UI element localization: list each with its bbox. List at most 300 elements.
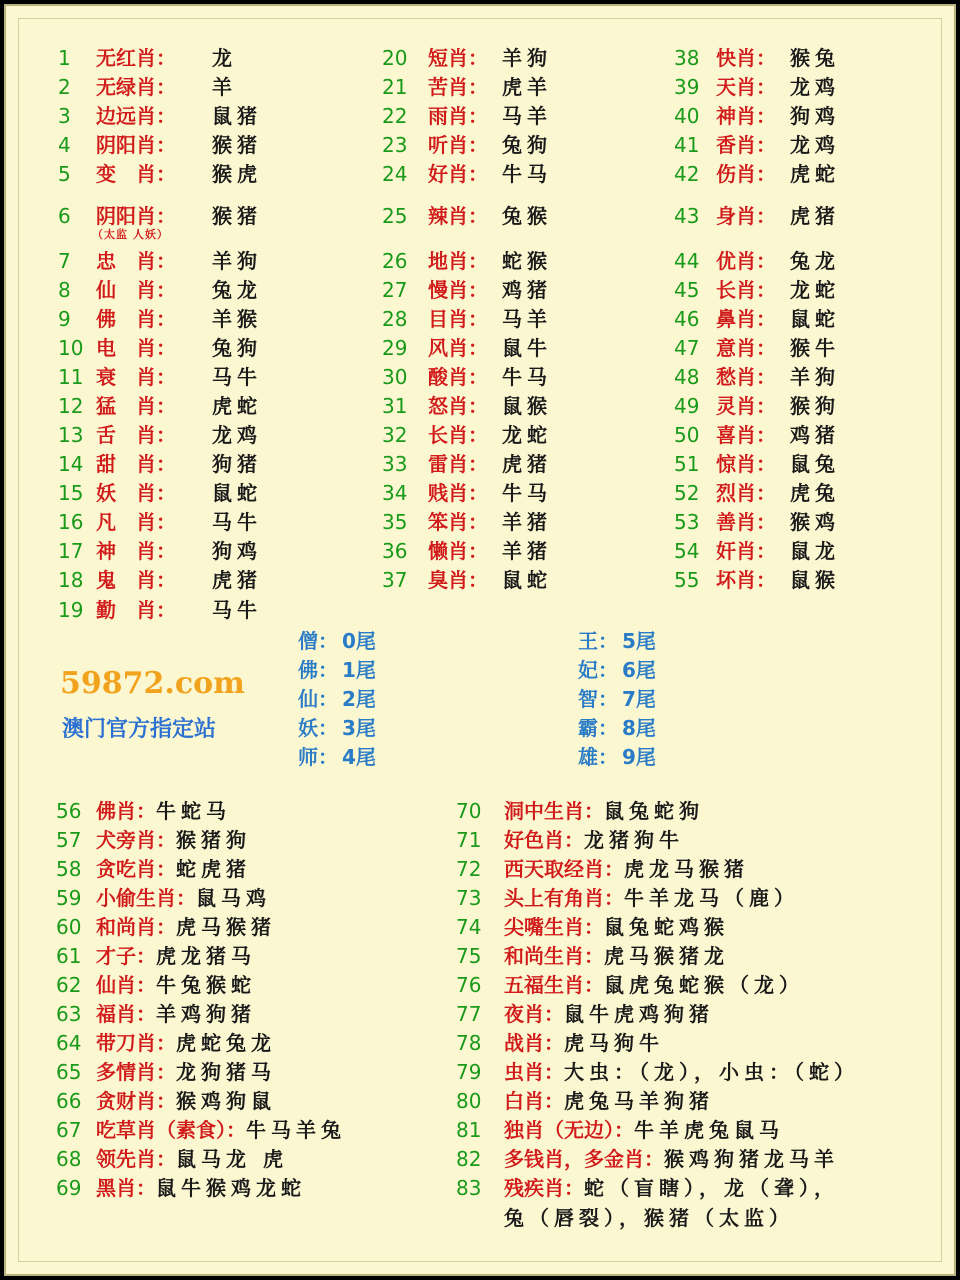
list-item — [58, 450, 262, 478]
item-value: 虎羊 — [502, 75, 552, 99]
item-value: 兔狗 — [212, 336, 262, 360]
item-number: 43 — [674, 204, 700, 228]
item-label: 意肖： — [716, 336, 776, 360]
item-value: 鸡猪 — [790, 423, 840, 447]
item-number: 13 — [58, 423, 84, 447]
item-number: 79 — [456, 1060, 482, 1084]
item-number: 48 — [674, 365, 700, 389]
list-item — [674, 479, 840, 507]
item-number: 31 — [382, 394, 408, 418]
item-label: 怒肖： — [428, 394, 488, 418]
item-label: 西天取经肖： — [504, 857, 624, 881]
item-label: 白肖： — [504, 1089, 564, 1113]
item-value: 马牛 — [212, 510, 262, 534]
list-item — [56, 1058, 276, 1086]
tail-item — [578, 714, 656, 742]
item-number: 51 — [674, 452, 700, 476]
list-item — [674, 276, 840, 304]
item-label: 神 肖： — [96, 539, 176, 563]
list-item — [56, 826, 251, 854]
item-value: 龙蛇 — [502, 423, 552, 447]
list-item — [382, 102, 552, 130]
item-label: 吃草肖（素食）： — [96, 1118, 246, 1142]
item-value: 龙 — [212, 46, 237, 70]
list-item — [56, 913, 276, 941]
list-item — [456, 1087, 714, 1115]
item-number: 38 — [674, 46, 700, 70]
item-label: 鼻肖： — [716, 307, 776, 331]
list-item — [58, 334, 262, 362]
item-number: 21 — [382, 75, 408, 99]
item-number: 6 — [58, 204, 71, 228]
item-value: 鼠蛇 — [212, 481, 262, 505]
item-number: 16 — [58, 510, 84, 534]
item-number: 33 — [382, 452, 408, 476]
tail-value: 2尾 — [342, 687, 376, 711]
item-number: 47 — [674, 336, 700, 360]
item-value: 虎猪 — [790, 204, 840, 228]
item-number: 4 — [58, 133, 71, 157]
list-item — [58, 247, 262, 275]
item-label: 边远肖： — [96, 104, 176, 128]
item-label: 多情肖： — [96, 1060, 176, 1084]
list-item — [674, 392, 840, 420]
item-value: 狗鸡 — [212, 539, 262, 563]
list-item — [456, 971, 804, 999]
item-value: 蛇虎猪 — [176, 857, 251, 881]
tail-item — [578, 627, 656, 655]
item-label: 臭肖： — [428, 568, 488, 592]
item-value: 兔（唇裂），猴猪（太监） — [504, 1206, 794, 1230]
item-label: 尖嘴生肖： — [504, 915, 604, 939]
item-value: 龙猪狗牛 — [584, 828, 684, 852]
item-value: 羊狗 — [790, 365, 840, 389]
list-item — [382, 305, 552, 333]
item-label: 酸肖： — [428, 365, 488, 389]
item-value: 羊 — [212, 75, 237, 99]
item-value: 鼠蛇 — [790, 307, 840, 331]
list-item — [456, 855, 749, 883]
item-value: 鼠虎兔蛇猴（龙） — [604, 973, 804, 997]
item-number: 55 — [674, 568, 700, 592]
item-label: 舌 肖： — [96, 423, 176, 447]
item-value: 虎马猴猪龙 — [604, 944, 729, 968]
item-value: 羊猪 — [502, 510, 552, 534]
item-number: 7 — [58, 249, 71, 273]
item-number: 67 — [56, 1118, 82, 1142]
list-item — [674, 363, 840, 391]
item-label: 听肖： — [428, 133, 488, 157]
item-value: 牛羊龙马（鹿） — [624, 886, 799, 910]
tail-value: 8尾 — [622, 716, 656, 740]
item-value: 龙鸡 — [790, 75, 840, 99]
tail-item — [298, 685, 376, 713]
item-value: 虎马猴猪 — [176, 915, 276, 939]
item-number: 10 — [58, 336, 84, 360]
list-item — [456, 1116, 784, 1144]
item-number: 82 — [456, 1147, 482, 1171]
item-number: 52 — [674, 481, 700, 505]
item-label: 电 肖： — [96, 336, 176, 360]
item-label: 喜肖： — [716, 423, 776, 447]
item-value: 鼠马鸡 — [196, 886, 271, 910]
item-label: 变 肖： — [96, 162, 176, 186]
item-label: 夜肖： — [504, 1002, 564, 1026]
item-label: 愁肖： — [716, 365, 776, 389]
item-number: 35 — [382, 510, 408, 534]
item-number: 83 — [456, 1176, 482, 1200]
item-label: 贪吃肖： — [96, 857, 176, 881]
tail-item — [298, 714, 376, 742]
item-label: 善肖： — [716, 510, 776, 534]
tail-value: 9尾 — [622, 745, 656, 769]
item-number: 49 — [674, 394, 700, 418]
item-value: 虎兔 — [790, 481, 840, 505]
item-number: 71 — [456, 828, 482, 852]
list-item — [456, 1145, 839, 1173]
list-item — [58, 566, 262, 594]
item-number: 77 — [456, 1002, 482, 1026]
list-item — [56, 971, 256, 999]
list-item — [56, 1145, 288, 1173]
item-label: 头上有角肖： — [504, 886, 624, 910]
item-number: 12 — [58, 394, 84, 418]
item-value: 羊狗 — [502, 46, 552, 70]
item-number: 54 — [674, 539, 700, 563]
list-item — [58, 73, 237, 101]
item-number: 39 — [674, 75, 700, 99]
item-label: 慢肖： — [428, 278, 488, 302]
item-value: 猴猪 — [212, 133, 262, 157]
item-value: 狗猪 — [212, 452, 262, 476]
list-item — [58, 421, 262, 449]
list-item — [58, 160, 262, 188]
item-value: 鸡猪 — [502, 278, 552, 302]
tail-key: 妃： — [578, 658, 618, 682]
item-number: 36 — [382, 539, 408, 563]
item-label: 衰 肖： — [96, 365, 176, 389]
list-item — [456, 942, 729, 970]
item-number: 53 — [674, 510, 700, 534]
item-value: 蛇猴 — [502, 249, 552, 273]
tail-value: 7尾 — [622, 687, 656, 711]
list-item — [56, 855, 251, 883]
item-label: 贱肖： — [428, 481, 488, 505]
item-number: 66 — [56, 1089, 82, 1113]
list-item — [674, 102, 840, 130]
item-value: 猴虎 — [212, 162, 262, 186]
item-number: 17 — [58, 539, 84, 563]
list-item — [674, 334, 840, 362]
item-value: 猴鸡 — [790, 510, 840, 534]
list-item — [382, 276, 552, 304]
item-label: 风肖： — [428, 336, 488, 360]
item-number: 78 — [456, 1031, 482, 1055]
item-value: 鼠牛 — [502, 336, 552, 360]
item-label: 长肖： — [428, 423, 488, 447]
list-item — [674, 160, 840, 188]
item-number: 62 — [56, 973, 82, 997]
tail-item — [298, 743, 376, 771]
list-item — [674, 131, 840, 159]
item-label: 坏肖： — [716, 568, 776, 592]
item-number: 44 — [674, 249, 700, 273]
list-item — [382, 450, 552, 478]
item-value: 鼠兔蛇狗 — [604, 799, 704, 823]
list-item — [56, 1029, 276, 1057]
item-label: 香肖： — [716, 133, 776, 157]
tail-value: 1尾 — [342, 658, 376, 682]
item-label: 多钱肖，多金肖： — [504, 1147, 664, 1171]
item-label: 雨肖： — [428, 104, 488, 128]
list-item — [382, 392, 552, 420]
list-item — [58, 508, 262, 536]
item-label: 勤 肖： — [96, 598, 176, 622]
item-number: 56 — [56, 799, 82, 823]
list-item — [58, 276, 262, 304]
item-number: 27 — [382, 278, 408, 302]
list-item — [456, 826, 684, 854]
item-value: 马羊 — [502, 104, 552, 128]
item-value: 龙鸡 — [790, 133, 840, 157]
item-number: 9 — [58, 307, 71, 331]
tail-key: 王： — [578, 629, 618, 653]
item-value: 羊猪 — [502, 539, 552, 563]
list-item — [58, 596, 262, 624]
list-item — [382, 363, 552, 391]
list-item — [382, 508, 552, 536]
tail-key: 佛： — [298, 658, 338, 682]
item-value: 鼠蛇 — [502, 568, 552, 592]
item-value: 牛马羊兔 — [246, 1118, 346, 1142]
list-item — [456, 884, 799, 912]
item-label: 残疾肖： — [504, 1176, 584, 1200]
item-label: 懒肖： — [428, 539, 488, 563]
item-value: 猴鸡狗猪龙马羊 — [664, 1147, 839, 1171]
item-value: 羊狗 — [212, 249, 262, 273]
item-number: 42 — [674, 162, 700, 186]
item-value: 猴狗 — [790, 394, 840, 418]
item-value: 猴牛 — [790, 336, 840, 360]
list-item — [456, 797, 704, 825]
item-value: 猴猪 — [212, 204, 262, 228]
list-item — [674, 44, 840, 72]
item-value: 鼠马龙 虎 — [176, 1147, 288, 1171]
item-value: 牛兔猴蛇 — [156, 973, 256, 997]
list-item — [674, 450, 840, 478]
list-item — [56, 1000, 256, 1028]
list-item — [674, 202, 840, 230]
item-number: 59 — [56, 886, 82, 910]
item-label: 战肖： — [504, 1031, 564, 1055]
item-value: 虎兔马羊狗猪 — [564, 1089, 714, 1113]
item-value: 羊鸡狗猪 — [156, 1002, 256, 1026]
item-number: 74 — [456, 915, 482, 939]
item-label: 虫肖： — [504, 1060, 564, 1084]
tail-item — [298, 627, 376, 655]
item-number: 8 — [58, 278, 71, 302]
item-number: 50 — [674, 423, 700, 447]
item-label: 福肖： — [96, 1002, 156, 1026]
list-item — [382, 334, 552, 362]
tail-key: 雄： — [578, 745, 618, 769]
tail-key: 霸： — [578, 716, 618, 740]
tail-key: 师： — [298, 745, 338, 769]
list-item — [56, 1174, 306, 1202]
item-label: 神肖： — [716, 104, 776, 128]
item-label: 和尚肖： — [96, 915, 176, 939]
item-value: 鼠猴 — [790, 568, 840, 592]
item-number: 40 — [674, 104, 700, 128]
item-number: 68 — [56, 1147, 82, 1171]
item-label: 忠 肖： — [96, 249, 176, 273]
list-item — [382, 73, 552, 101]
tail-value: 5尾 — [622, 629, 656, 653]
list-item — [58, 102, 262, 130]
item-label: 仙肖： — [96, 973, 156, 997]
item-value: 狗鸡 — [790, 104, 840, 128]
item-label: 妖 肖： — [96, 481, 176, 505]
item-number: 75 — [456, 944, 482, 968]
item-value: 牛羊虎兔鼠马 — [634, 1118, 784, 1142]
watermark-site: 59872.com — [60, 666, 245, 701]
item-number: 14 — [58, 452, 84, 476]
list-item — [674, 537, 840, 565]
item-number: 63 — [56, 1002, 82, 1026]
list-item — [456, 1058, 859, 1086]
item-number: 73 — [456, 886, 482, 910]
item-number: 41 — [674, 133, 700, 157]
item-value: 兔猴 — [502, 204, 552, 228]
list-item — [382, 44, 552, 72]
list-item — [382, 537, 552, 565]
item-value: 鼠猴 — [502, 394, 552, 418]
item-label: 无红肖： — [96, 46, 176, 70]
item-value: 兔龙 — [790, 249, 840, 273]
tail-value: 0尾 — [342, 629, 376, 653]
item-value: 大虫：（龙），小虫：（蛇） — [564, 1060, 859, 1084]
item-number: 15 — [58, 481, 84, 505]
item-label: 长肖： — [716, 278, 776, 302]
item-number: 34 — [382, 481, 408, 505]
watermark-tagline: 澳门官方指定站 — [62, 716, 217, 742]
item-value: 鼠牛虎鸡狗猪 — [564, 1002, 714, 1026]
item-value: 虎猪 — [212, 568, 262, 592]
item-label: 才子： — [96, 944, 156, 968]
item-label: 短肖： — [428, 46, 488, 70]
item-value: 蛇（盲瞎），龙（聋）， — [584, 1176, 839, 1200]
item-label: 鬼 肖： — [96, 568, 176, 592]
list-item — [382, 247, 552, 275]
item-number: 18 — [58, 568, 84, 592]
list-item — [56, 1116, 346, 1144]
list-item — [674, 247, 840, 275]
item-number: 60 — [56, 915, 82, 939]
list-item — [674, 566, 840, 594]
item-label: 阴阳肖： — [96, 204, 176, 228]
item-number: 80 — [456, 1089, 482, 1113]
item-label: 雷肖： — [428, 452, 488, 476]
list-item — [382, 566, 552, 594]
item-value: 猴鸡狗鼠 — [176, 1089, 276, 1113]
item-value: 马牛 — [212, 598, 262, 622]
item-label: 洞中生肖： — [504, 799, 604, 823]
item-number: 45 — [674, 278, 700, 302]
list-item — [58, 537, 262, 565]
item-value: 鼠猪 — [212, 104, 262, 128]
item-value: 猴猪狗 — [176, 828, 251, 852]
item-label: 佛 肖： — [96, 307, 176, 331]
item-label: 笨肖： — [428, 510, 488, 534]
item-number: 25 — [382, 204, 408, 228]
list-item — [456, 1000, 714, 1028]
item-number: 28 — [382, 307, 408, 331]
list-item — [382, 131, 552, 159]
item-number: 65 — [56, 1060, 82, 1084]
item-number: 64 — [56, 1031, 82, 1055]
item-number: 32 — [382, 423, 408, 447]
item-label: 五福生肖： — [504, 973, 604, 997]
list-item — [56, 884, 271, 912]
item-value: 鼠龙 — [790, 539, 840, 563]
list-item — [674, 73, 840, 101]
item-label: 优肖： — [716, 249, 776, 273]
list-item — [58, 305, 262, 333]
item-number: 81 — [456, 1118, 482, 1142]
item-label: 目肖： — [428, 307, 488, 331]
item-value: 牛马 — [502, 481, 552, 505]
item-number: 58 — [56, 857, 82, 881]
item-number: 29 — [382, 336, 408, 360]
item-value: 虎蛇兔龙 — [176, 1031, 276, 1055]
item-value: 马牛 — [212, 365, 262, 389]
item-label: 带刀肖： — [96, 1031, 176, 1055]
item-value: 牛马 — [502, 162, 552, 186]
item-label: 小偷生肖： — [96, 886, 196, 910]
list-item — [456, 1029, 664, 1057]
item-value: 牛马 — [502, 365, 552, 389]
item-number: 76 — [456, 973, 482, 997]
list-item — [58, 479, 262, 507]
item-label: 领先肖： — [96, 1147, 176, 1171]
list-item — [456, 1174, 839, 1202]
item-label: 无绿肖： — [96, 75, 176, 99]
item-number: 22 — [382, 104, 408, 128]
item-label: 伤肖： — [716, 162, 776, 186]
item-label: 仙 肖： — [96, 278, 176, 302]
item-label: 惊肖： — [716, 452, 776, 476]
item-number: 2 — [58, 75, 71, 99]
list-item — [456, 913, 729, 941]
list-item — [58, 131, 262, 159]
item-number: 1 — [58, 46, 71, 70]
item-label: 犬旁肖： — [96, 828, 176, 852]
list-item — [58, 363, 262, 391]
item-label: 贪财肖： — [96, 1089, 176, 1113]
item-label: 凡 肖： — [96, 510, 176, 534]
item-value: 虎蛇 — [790, 162, 840, 186]
item-value: 虎龙猪马 — [156, 944, 256, 968]
list-item — [674, 421, 840, 449]
item-label: 辣肖： — [428, 204, 488, 228]
item-label: 烈肖： — [716, 481, 776, 505]
list-item — [674, 508, 840, 536]
list-item — [382, 202, 552, 230]
item-sub-label: （太监 人妖） — [92, 228, 169, 241]
item-value: 虎马狗牛 — [564, 1031, 664, 1055]
item-value: 鼠兔 — [790, 452, 840, 476]
item-number: 61 — [56, 944, 82, 968]
